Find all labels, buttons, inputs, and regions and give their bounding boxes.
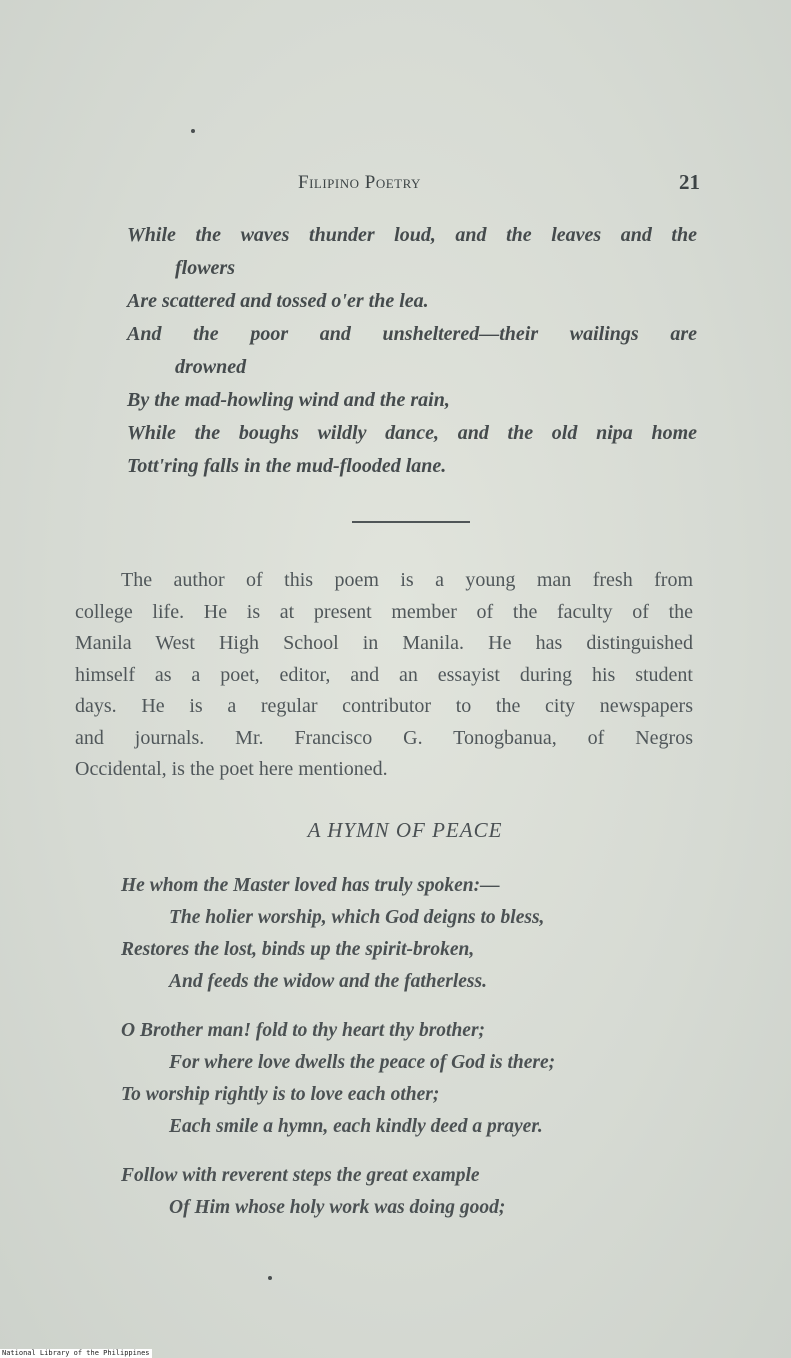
ink-speck <box>191 129 195 133</box>
poem-line: drowned <box>175 356 247 378</box>
library-credit: National Library of the Philippines <box>2 1349 150 1357</box>
hymn-line: To worship rightly is to love each other; <box>121 1084 440 1105</box>
hymn-line: The holier worship, which God deigns to bless, <box>169 907 545 928</box>
section-divider <box>352 521 470 523</box>
prose-line: and journals. Mr. Francisco G. Tonogbanua, of Negros <box>75 726 693 749</box>
hymn-line: He whom the Master loved has truly spoken:— <box>121 875 500 896</box>
hymn-stanza <box>121 1160 701 1224</box>
poem-line: While the waves thunder loud, and the leaves and the <box>127 224 697 246</box>
page-header <box>120 170 700 200</box>
prose-line: The author of this poem is a young man fresh from <box>121 569 693 591</box>
hymn-title: A HYMN OF PEACE <box>307 818 503 842</box>
hymn-line: For where love dwells the peace of God is there; <box>169 1052 556 1073</box>
poem-excerpt <box>127 219 697 483</box>
hymn-line: Of Him whose holy work was doing good; <box>169 1197 506 1218</box>
hymn-line: Restores the lost, binds up the spirit-broken, <box>121 939 475 960</box>
ink-speck <box>268 1276 272 1280</box>
page-number: 21 <box>679 170 700 194</box>
hymn-stanza <box>121 870 701 998</box>
running-title: Filipino Poetry <box>298 172 421 193</box>
hymn-poem <box>121 870 701 1241</box>
poem-line: And the poor and unsheltered—their wailings are <box>127 323 697 345</box>
prose-line: Manila West High School in Manila. He has distinguished <box>75 632 693 654</box>
poem-line: flowers <box>175 257 235 279</box>
prose-line: days. He is a regular contributor to the city newspapers <box>75 695 693 717</box>
poem-line: Tott'ring falls in the mud-flooded lane. <box>127 455 447 477</box>
poem-line: By the mad-howling wind and the rain, <box>127 389 450 411</box>
hymn-stanza <box>121 1015 701 1143</box>
prose-line: college life. He is at present member of the faculty of the <box>75 600 693 623</box>
poem-line: Are scattered and tossed o'er the lea. <box>127 290 429 312</box>
author-note <box>75 565 693 786</box>
poem-line: While the boughs wildly dance, and the old nipa home <box>127 422 697 444</box>
hymn-line: And feeds the widow and the fatherless. <box>169 971 487 992</box>
prose-line: Occidental, is the poet here mentioned. <box>75 758 388 780</box>
hymn-line: Follow with reverent steps the great example <box>121 1165 480 1186</box>
prose-line: himself as a poet, editor, and an essayist during his student <box>75 663 693 686</box>
hymn-line: Each smile a hymn, each kindly deed a prayer. <box>169 1116 543 1137</box>
hymn-line: O Brother man! fold to thy heart thy brother; <box>121 1020 486 1041</box>
